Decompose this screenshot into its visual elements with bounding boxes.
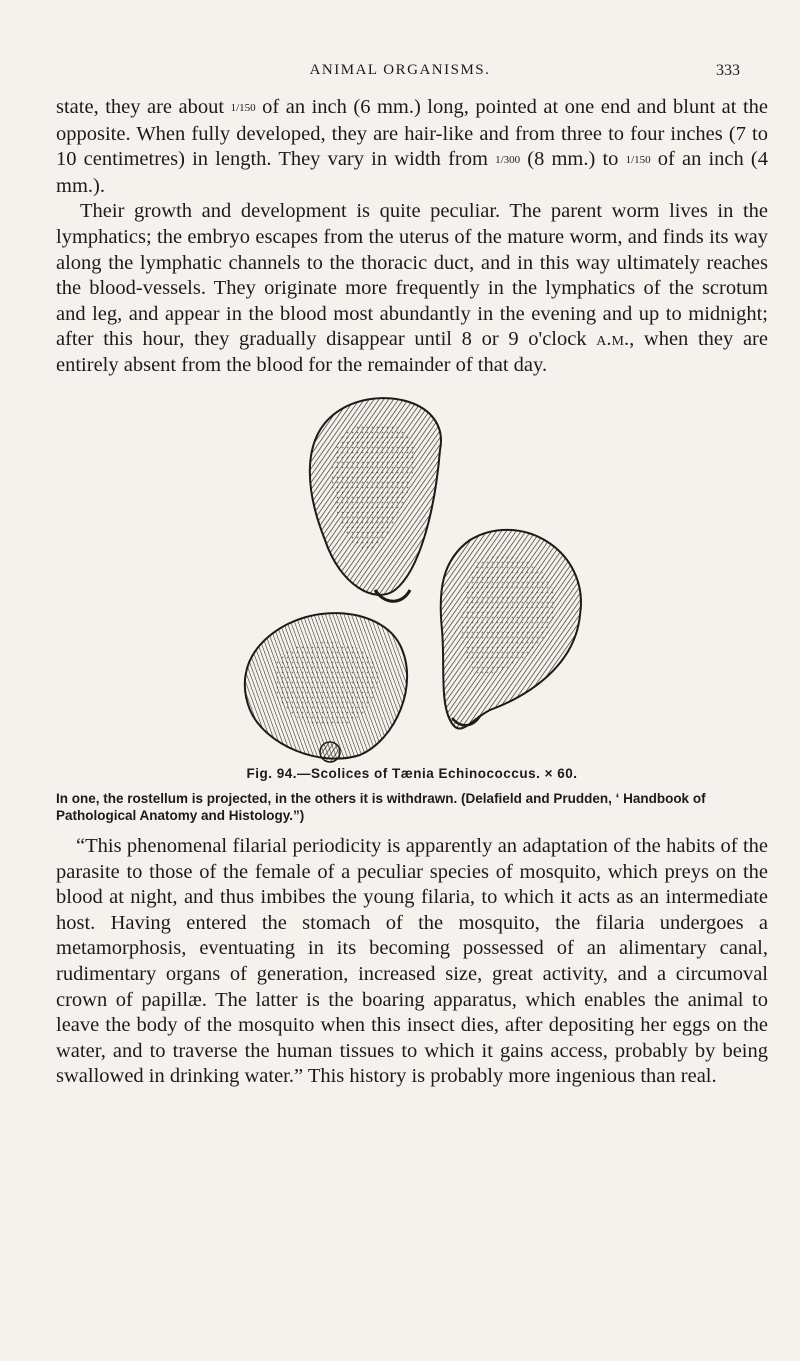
paragraph-filaria-size bbox=[56, 95, 768, 379]
text-segment: of an inch (4 mm.). bbox=[56, 148, 768, 197]
fraction: 1/150 bbox=[230, 102, 256, 114]
am-abbrev: a.m. bbox=[596, 328, 630, 351]
text-segment: of an inch (6 mm.) long, pointed at one end and blunt at the opposite. When fully developed, they are hair-like and from three to four inches (7 to 10 centimetres) in length. They vary in width from bbox=[56, 96, 768, 171]
fraction: 1/150 bbox=[625, 154, 651, 167]
text-segment: (8 mm.) to bbox=[520, 148, 626, 171]
page-header bbox=[0, 62, 800, 86]
figure-note: In one, the rostellum is projected, in the others it is withdrawn. (Delafield and Prudden, ‘ Handbook of Pathological Anatomy and Histology.”) bbox=[56, 791, 706, 823]
text-segment: , when they are entirely absent from the blood for the remainder of that day. bbox=[56, 328, 768, 376]
figure-caption bbox=[56, 765, 768, 824]
running-head: ANIMAL ORGANISMS. bbox=[309, 62, 491, 78]
figure-scolices-illustration bbox=[180, 390, 600, 770]
text-segment: Their growth and development is quite peculiar. The parent worm lives in the lymphatics; the embryo escapes from the uterus of the mature worm, and finds its way along the lymphatic channels to the thoracic duct, and in this way ultimately reaches the blood-vessels. They originate more frequently in the lymphatics of the scrotum and leg, and appear in the blood most abundantly in the evening and up to midnight; after this hour, they gradually disappear until 8 or 9 o'clock bbox=[56, 200, 768, 351]
scolex-left bbox=[245, 613, 407, 762]
text-segment: state, they are about bbox=[56, 96, 231, 118]
page-number: 333 bbox=[716, 62, 740, 79]
fraction: 1/300 bbox=[495, 154, 521, 167]
scolex-top bbox=[310, 398, 441, 601]
figure-title: Fig. 94.—Scolices of Tænia Echinococcus. × 60. bbox=[246, 766, 578, 781]
paragraph-periodicity: “This phenomenal filarial periodicity is apparently an adaptation of the habits of the parasite to those of the female of a peculiar species of mosquito, which preys on the blood at night, and thus imbibes the young filaria, to which it acts as an intermediate host. Having entered the stomach of the mosquito, the filaria undergoes a metamorphosis, eventuating in its becoming possessed of an alimentary canal, rudimentary organs of generation, increased size, great activity, and a circumoval crown of papillæ. The latter is the boaring apparatus, which enables the animal to leave the body of the mosquito when this insect dies, after depositing her eggs on the water, and to traverse the human tissues to which it gains access, probably by being swallowed in drinking water.” This history is probably more ingenious than real. bbox=[56, 835, 768, 1088]
paragraph-growth bbox=[56, 199, 768, 378]
scolex-right bbox=[441, 530, 581, 729]
